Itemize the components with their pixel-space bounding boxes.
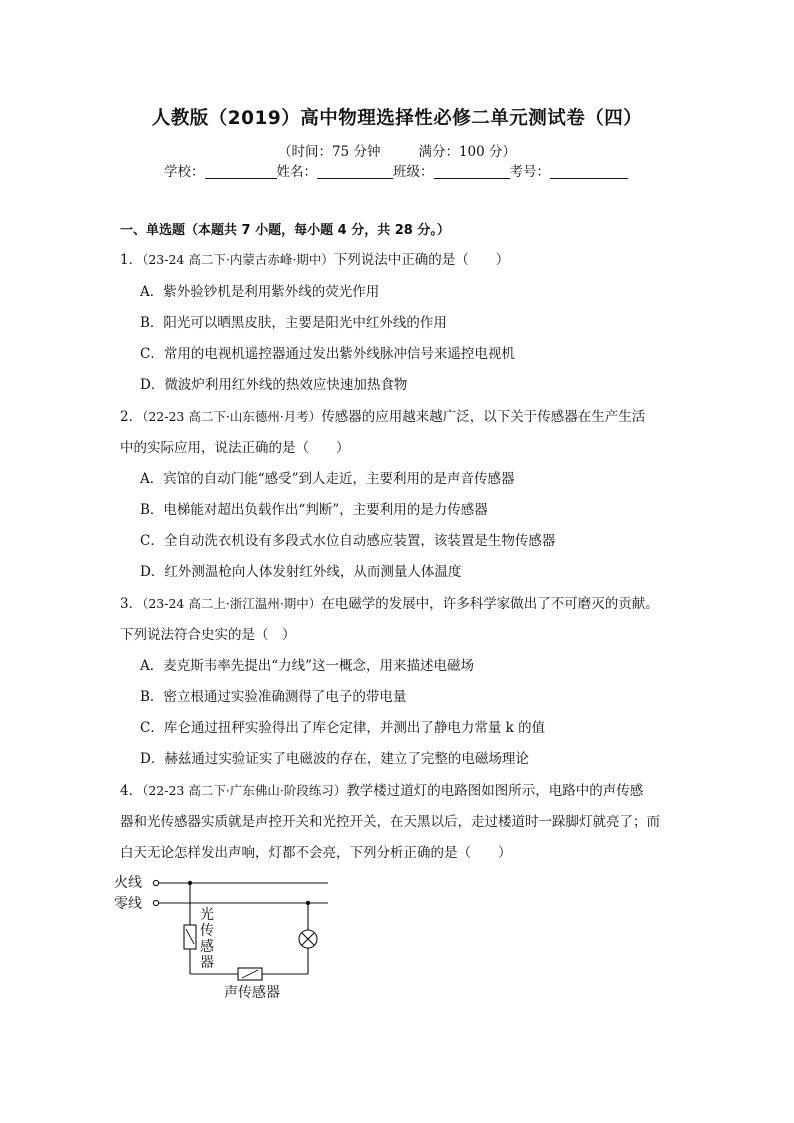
question-source: （22-23 高二下·广东佛山·阶段练习） <box>142 783 347 798</box>
question-3-option-a: A．麦克斯韦率先提出“力线”这一概念，用来描述电磁场 <box>140 658 475 674</box>
time-info: （时间：75 分钟 <box>277 144 381 160</box>
question-2-option-b: B．电梯能对超出负载作出“判断”，主要利用的是力传感器 <box>140 502 488 518</box>
student-info-line <box>164 160 628 180</box>
id-blank <box>550 164 628 179</box>
question-1-option-d: D．微波炉利用红外线的热效应快速加热食物 <box>140 377 408 393</box>
light-sensor-label: 光 <box>200 907 214 923</box>
question-source: （23-24 高二下·内蒙古赤峰·期中） <box>142 252 334 267</box>
question-1-stem <box>120 248 509 268</box>
question-2-option-a: A．宾馆的自动门能“感受”到人走近，主要利用的是声音传感器 <box>140 471 515 487</box>
question-4-stem <box>120 779 643 799</box>
school-label: 学校： <box>164 164 205 180</box>
question-3-option-c: C．库仑通过扭秤实验得出了库仑定律，并测出了静电力常量 k 的值 <box>140 720 546 736</box>
circuit-diagram <box>112 866 342 1008</box>
name-blank <box>317 164 393 179</box>
neutral-terminal <box>153 900 158 905</box>
question-source: （23-24 高二上·浙江温州·期中） <box>142 596 322 611</box>
neutral-wire-label: 零线 <box>114 896 142 912</box>
question-1-option-c: C．常用的电视机遥控器通过发出紫外线脉冲信号来遥控电视机 <box>140 346 515 362</box>
school-blank <box>205 164 277 179</box>
question-text: 传感器的应用越来越广泛，以下关于传感器在生产生活 <box>321 409 646 425</box>
question-text: 在电磁学的发展中，许多科学家做出了不可磨灭的贡献。 <box>321 596 659 612</box>
question-2-option-d: D．红外测温枪向人体发射红外线，从而测量人体温度 <box>140 564 462 580</box>
question-number: 1． <box>120 252 143 268</box>
id-label: 考号： <box>509 164 550 180</box>
section-heading: 一、单选题（本题共 7 小题，每小题 4 分，共 28 分。） <box>120 223 450 238</box>
question-number: 3． <box>120 596 143 612</box>
question-4-stem-line2: 器和光传感器实质就是声控开关和光控开关，在天黑以后，走过楼道时一跺脚灯就亮了；而 <box>120 814 660 830</box>
score-info: 满分：100 分） <box>418 144 517 160</box>
live-terminal <box>153 880 158 885</box>
question-source: （22-23 高二下·山东德州·月考） <box>142 409 322 424</box>
question-2-stem-line2: 中的实际应用，说法正确的是（ ） <box>120 440 350 456</box>
question-3-stem <box>120 592 659 612</box>
light-sensor-label: 传 <box>200 923 214 939</box>
exam-time-score <box>0 140 794 160</box>
light-sensor-label: 器 <box>200 955 214 971</box>
question-2-option-c: C．全自动洗衣机设有多段式水位自动感应装置，该装置是生物传感器 <box>140 533 556 549</box>
question-text: 下列说法中正确的是（ ） <box>333 252 510 268</box>
question-2-stem <box>120 405 645 425</box>
question-3-stem-line2: 下列说法符合史实的是（ ） <box>120 627 296 643</box>
name-label: 姓名： <box>276 164 317 180</box>
class-label: 班级： <box>393 164 434 180</box>
question-text: 教学楼过道灯的电路图如图所示，电路中的声传感 <box>346 783 644 799</box>
question-number: 2． <box>120 409 143 425</box>
question-3-option-d: D．赫兹通过实验证实了电磁波的存在，建立了完整的电磁场理论 <box>140 751 529 767</box>
question-4-stem-line3: 白天无论怎样发出声响，灯都不会亮，下列分析正确的是（ ） <box>120 845 512 861</box>
light-sensor-label: 感 <box>200 939 214 955</box>
page-title: 人教版（2019）高中物理选择性必修二单元测试卷（四） <box>151 108 643 129</box>
question-1-option-b: B．阳光可以晒黑皮肤，主要是阳光中红外线的作用 <box>140 315 447 331</box>
live-wire-label: 火线 <box>114 875 142 891</box>
question-1-option-a: A．紫外验钞机是利用紫外线的荧光作用 <box>140 284 380 300</box>
sound-sensor-label: 声传感器 <box>224 985 280 1001</box>
question-3-option-b: B．密立根通过实验准确测得了电子的带电量 <box>140 689 407 705</box>
class-blank <box>434 164 510 179</box>
question-number: 4． <box>120 783 143 799</box>
